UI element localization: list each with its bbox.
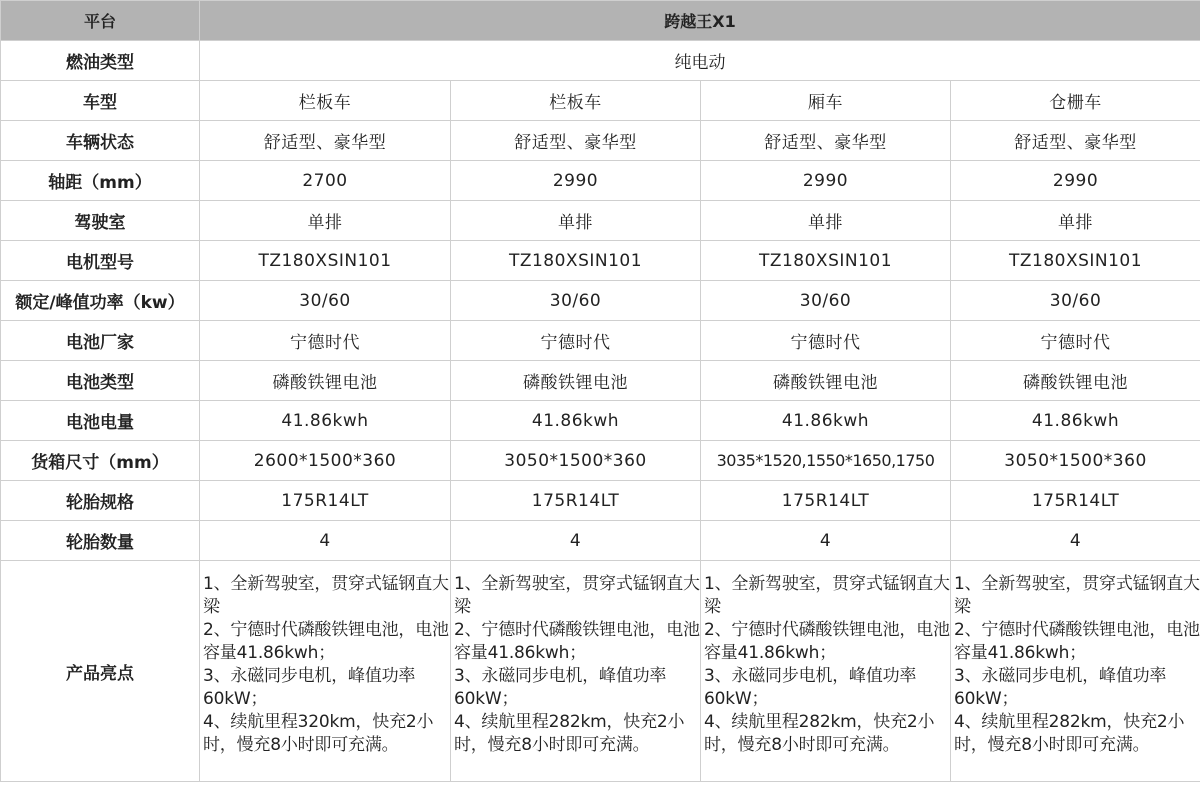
- cell-value: 舒适型、豪华型: [451, 121, 701, 161]
- cell-value: 3050*1500*360: [951, 441, 1200, 481]
- table-row: [1, 281, 1200, 321]
- cell-value: 磷酸铁锂电池: [200, 361, 451, 401]
- cell-value: 厢车: [701, 81, 951, 121]
- platform-label: 平台: [1, 1, 200, 41]
- cell-value: 4: [951, 521, 1200, 561]
- highlights-label: 产品亮点: [1, 561, 200, 782]
- cell-value: 4: [200, 521, 451, 561]
- cell-value: 宁德时代: [451, 321, 701, 361]
- row-label: 轮胎规格: [1, 481, 200, 521]
- cell-value: 磷酸铁锂电池: [701, 361, 951, 401]
- table-row: [1, 321, 1200, 361]
- cell-value: 41.86kwh: [701, 401, 951, 441]
- cell-value: 2700: [200, 161, 451, 201]
- row-label: 车辆状态: [1, 121, 200, 161]
- highlights-text: 1、全新驾驶室，贯穿式锰钢直大梁 2、宁德时代磷酸铁锂电池，电池容量41.86kwh； 3、永磁同步电机，峰值功率60kW； 4、续航里程320km，快充2小时，慢充8小时即可充满。: [200, 561, 451, 782]
- cell-value: 30/60: [451, 281, 701, 321]
- cell-value: 3050*1500*360: [451, 441, 701, 481]
- cell-value: 175R14LT: [951, 481, 1200, 521]
- cell-value: 3035*1520,1550*1650,1750: [701, 441, 951, 481]
- cell-value: 单排: [451, 201, 701, 241]
- fuel-label: 燃油类型: [1, 41, 200, 81]
- table-row: [1, 481, 1200, 521]
- cell-value: 栏板车: [200, 81, 451, 121]
- cell-value: 舒适型、豪华型: [951, 121, 1200, 161]
- row-label: 电池类型: [1, 361, 200, 401]
- highlights-row: [1, 561, 1200, 782]
- row-label: 电池电量: [1, 401, 200, 441]
- cell-value: 单排: [200, 201, 451, 241]
- cell-value: 2990: [951, 161, 1200, 201]
- cell-value: 2990: [451, 161, 701, 201]
- cell-value: TZ180XSIN101: [951, 241, 1200, 281]
- platform-value: 跨越王X1: [200, 1, 1200, 41]
- cell-value: 宁德时代: [951, 321, 1200, 361]
- cell-value: 磷酸铁锂电池: [951, 361, 1200, 401]
- row-label: 车型: [1, 81, 200, 121]
- cell-value: 宁德时代: [200, 321, 451, 361]
- highlights-text: 1、全新驾驶室，贯穿式锰钢直大梁 2、宁德时代磷酸铁锂电池，电池容量41.86kwh； 3、永磁同步电机，峰值功率60kW； 4、续航里程282km，快充2小时，慢充8小时即可充满。: [701, 561, 951, 782]
- fuel-row: [1, 41, 1200, 81]
- row-label: 额定/峰值功率（kw）: [1, 281, 200, 321]
- table-row: [1, 401, 1200, 441]
- cell-value: 41.86kwh: [451, 401, 701, 441]
- cell-value: 栏板车: [451, 81, 701, 121]
- table-row: [1, 241, 1200, 281]
- cell-value: 30/60: [701, 281, 951, 321]
- cell-value: 175R14LT: [701, 481, 951, 521]
- cell-value: 仓栅车: [951, 81, 1200, 121]
- cell-value: 41.86kwh: [200, 401, 451, 441]
- fuel-value: 纯电动: [200, 41, 1200, 81]
- cell-value: 41.86kwh: [951, 401, 1200, 441]
- row-label: 电池厂家: [1, 321, 200, 361]
- cell-value: 30/60: [951, 281, 1200, 321]
- cell-value: 4: [701, 521, 951, 561]
- table-row: [1, 81, 1200, 121]
- highlights-text: 1、全新驾驶室，贯穿式锰钢直大梁 2、宁德时代磷酸铁锂电池，电池容量41.86kwh； 3、永磁同步电机，峰值功率60kW； 4、续航里程282km，快充2小时，慢充8小时即可充满。: [451, 561, 701, 782]
- header-row: [1, 1, 1200, 41]
- row-label: 轮胎数量: [1, 521, 200, 561]
- table-row: [1, 201, 1200, 241]
- cell-value: 2990: [701, 161, 951, 201]
- cell-value: TZ180XSIN101: [701, 241, 951, 281]
- cell-value: 30/60: [200, 281, 451, 321]
- cell-value: 单排: [951, 201, 1200, 241]
- cell-value: TZ180XSIN101: [200, 241, 451, 281]
- cell-value: 舒适型、豪华型: [701, 121, 951, 161]
- table-row: [1, 161, 1200, 201]
- cell-value: 单排: [701, 201, 951, 241]
- cell-value: TZ180XSIN101: [451, 241, 701, 281]
- cell-value: 4: [451, 521, 701, 561]
- row-label: 驾驶室: [1, 201, 200, 241]
- table-row: [1, 361, 1200, 401]
- cell-value: 宁德时代: [701, 321, 951, 361]
- cell-value: 舒适型、豪华型: [200, 121, 451, 161]
- row-label: 货箱尺寸（mm）: [1, 441, 200, 481]
- row-label: 电机型号: [1, 241, 200, 281]
- cell-value: 2600*1500*360: [200, 441, 451, 481]
- table-row: [1, 441, 1200, 481]
- cell-value: 磷酸铁锂电池: [451, 361, 701, 401]
- cell-value: 175R14LT: [451, 481, 701, 521]
- table-row: [1, 121, 1200, 161]
- row-label: 轴距（mm）: [1, 161, 200, 201]
- table-row: [1, 521, 1200, 561]
- cell-value: 175R14LT: [200, 481, 451, 521]
- highlights-text: 1、全新驾驶室，贯穿式锰钢直大梁 2、宁德时代磷酸铁锂电池，电池容量41.86kwh； 3、永磁同步电机，峰值功率60kW； 4、续航里程282km，快充2小时，慢充8小时即可充满。: [951, 561, 1200, 782]
